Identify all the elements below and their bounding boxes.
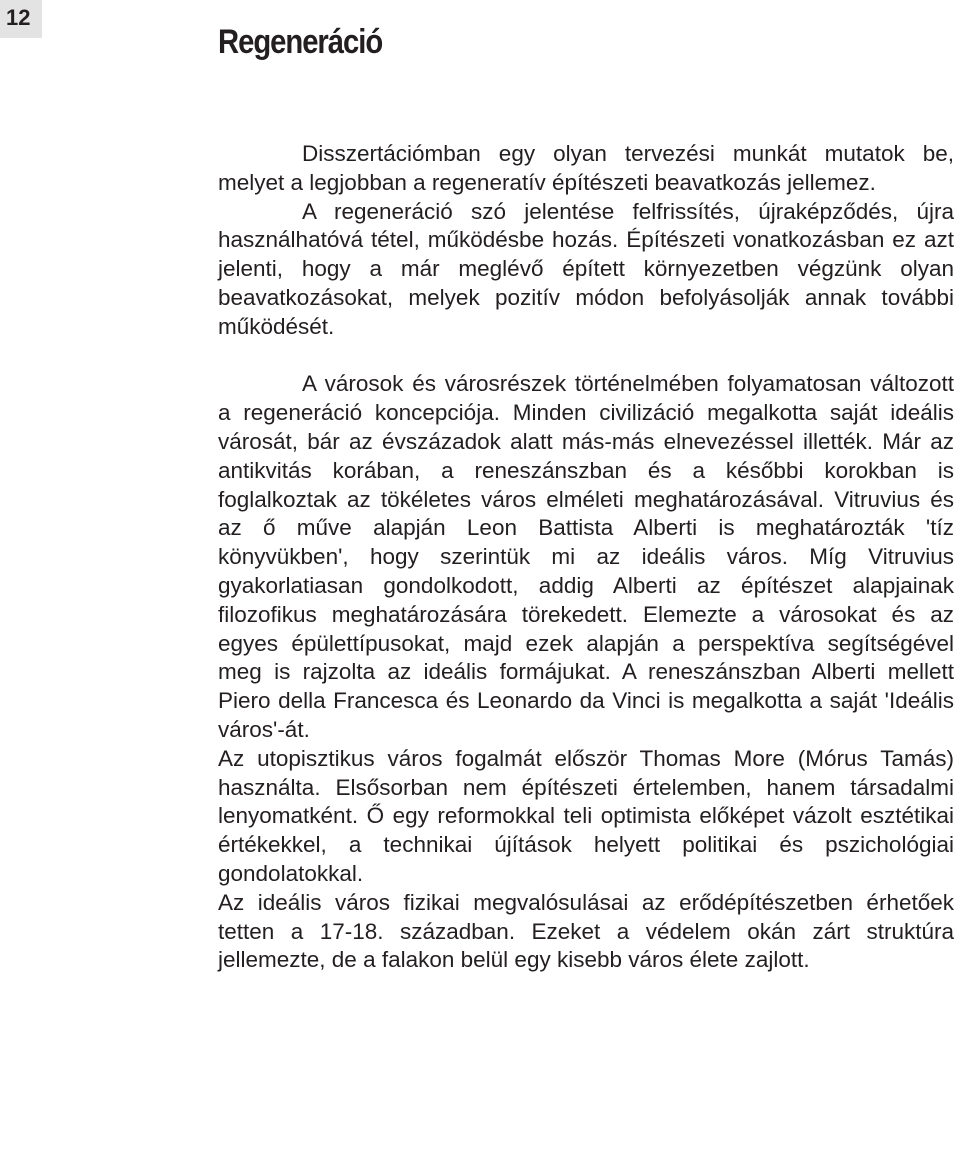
paragraph-1: Disszertációmban egy olyan tervezési munkát mutatok be, melyet a legjobban a regeneratív építészeti beavatkozás jellemez. (218, 141, 954, 195)
paragraph-4: Az utopisztikus város fogalmát először Thomas More (Mórus Tamás) használta. Elsősorban nem építészeti értelemben, hanem társadalmi lenyomatként. Ő egy reformokkal teli optimista előképet vázolt esztétikai értékekkel, a technikai újítások helyett politikai és pszichológiai gondolatokkal. (218, 745, 954, 886)
page-number: 12 (0, 0, 42, 38)
body-text (218, 140, 954, 975)
paragraph-3: A városok és városrészek történelmében folyamatosan változott a regeneráció koncepciója. Minden civilizáció megalkotta saját ideális városát, bár az évszázadok alatt más-más elnevezéssel illették. Már az antikvitás korában, a reneszánszban és a későbbi korokban is foglalkoztak az tökéletes város elméleti meghatározásával. Vitruvius és az ő műve alapján Leon Battista Alberti is meghatározták 'tíz könyvükben', hogy szerintük mi az ideális város. Míg Vitruvius gyakorlatiasan gondolkodott, addig Alberti az építészet alapjainak filozofikus meghatározására törekedett. Elemezte a városokat és az egyes épülettípusokat, majd ezek alapján a perspektíva segítségével meg is rajzolta az ideális formájukat. A reneszánszban Alberti mellett Piero della Francesca és Leonardo da Vinci is megalkotta a saját 'Ideális város'-át. (218, 371, 954, 742)
paragraph-2: A regeneráció szó jelentése felfrissítés, újraképződés, újra használhatóvá tétel, működésbe hozás. Építészeti vonatkozásban ez azt jelenti, hogy a már meglévő épített környezetben végzünk olyan beavatkozásokat, melyek pozitív módon befolyásolják annak további működését. (218, 198, 954, 339)
page-title: Regeneráció (218, 23, 383, 61)
paragraph-5: Az ideális város fizikai megvalósulásai az erődépítészetben érhetőek tetten a 17-18. században. Ezeket a védelem okán zárt struktúra jellemezte, de a falakon belül egy kisebb város élete zajlott. (218, 889, 954, 973)
